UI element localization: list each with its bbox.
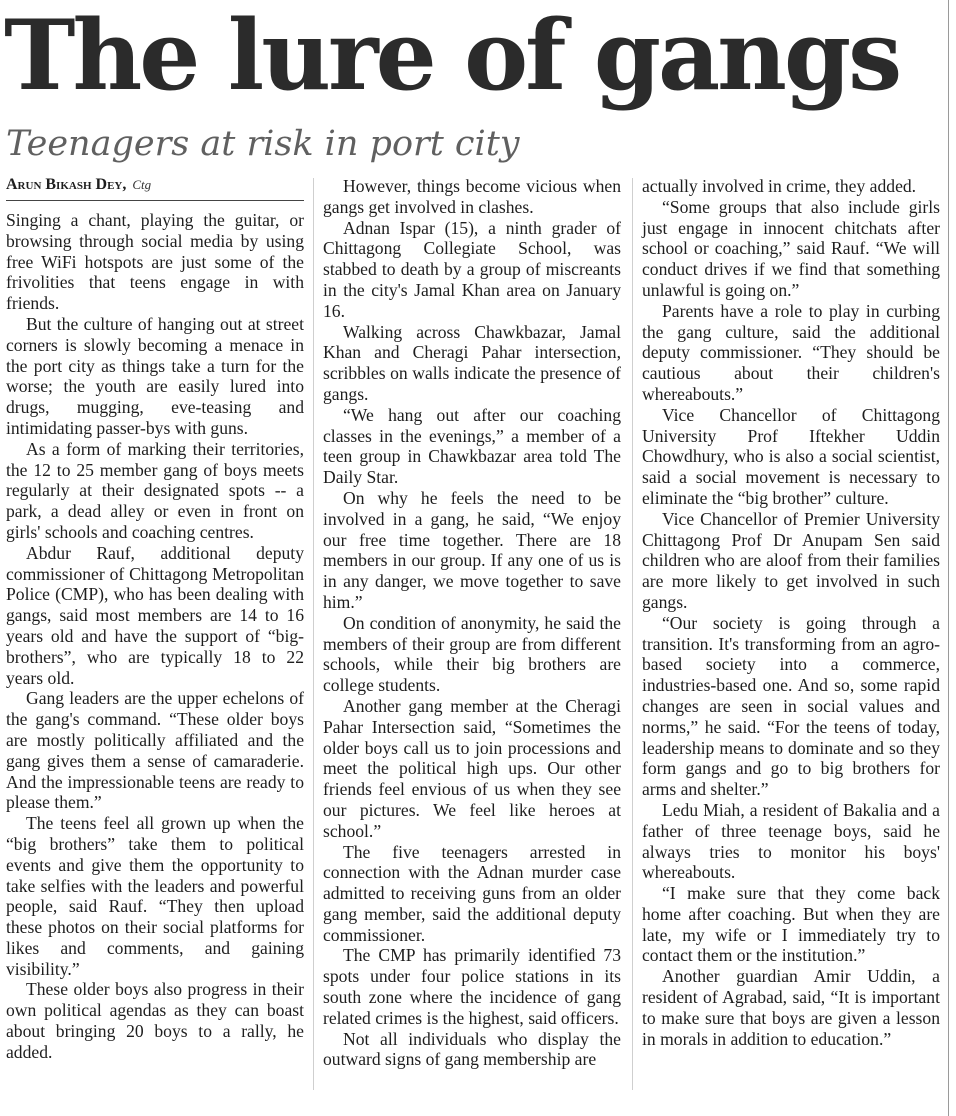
paragraph: Abdur Rauf, additional deputy commissioner of Chittagong Metropolitan Police (CMP), who has been dealing with gangs, said most members are 14 to 16 years old and have the support of “big-brothers”, who are typically 18 to 22 years old. [6,542,304,688]
column-divider [313,178,314,1090]
paragraph: On condition of anonymity, he said the members of their group are from different schools, while their big brothers are college students. [323,612,621,696]
paragraph: The CMP has primarily identified 73 spots under four police stations in its south zone where the incidence of gang related crimes is the highest, said officers. [323,945,621,1028]
paragraph: Parents have a role to play in curbing the gang culture, said the additional deputy commissioner. “They should be cautious about their children's whereabouts.” [642,300,940,404]
paragraph: Adnan Ispar (15), a ninth grader of Chittagong Collegiate School, was stabbed to death by a group of miscreants in the city's Jamal Khan area on January 16. [323,217,621,321]
paragraph: These older boys also progress in their own political agendas as they can boast about bringing 20 boys to a rally, he added. [6,979,304,1062]
headline: The lure of gangs [4,0,900,112]
paragraph: “We hang out after our coaching classes in the evenings,” a member of a teen group in Chawkbazar area told The Daily Star. [323,404,621,488]
column-divider [632,178,633,1090]
byline-location: Ctg [132,177,152,192]
byline-divider [6,200,304,201]
paragraph: Ledu Miah, a resident of Bakalia and a father of three teenage boys, said he always tries to monitor his boys' whereabouts. [642,799,940,883]
paragraph: Another guardian Amir Uddin, a resident of Agrabad, said, “It is important to make sure that boys are given a lesson in morals in addition to education.” [642,966,940,1049]
paragraph: As a form of marking their territories, the 12 to 25 member gang of boys meets regularly at their designated spots -- a park, a dead alley or even in front on girls' schools and coaching centres. [6,438,304,542]
paragraph: But the culture of hanging out at street corners is slowly becoming a menace in the port city as things take a turn for the worse; the youth are easily lured into drugs, mugging, eve-teasing and intimidating passer-bys with guns. [6,313,304,438]
paragraph: Not all individuals who display the outward signs of gang membership are [323,1028,621,1070]
page-edge-divider [948,0,949,1116]
paragraph: Vice Chancellor of Premier University Chittagong Prof Dr Anupam Sen said children who are aloof from their families are more likely to get involved in such gangs. [642,508,940,612]
paragraph: “Some groups that also include girls just engage in innocent chitchats after school or coaching,” said Rauf. “We will conduct drives if we find that something unlawful is going on.” [642,196,940,300]
byline-author: Arun Bikash Dey, [6,176,127,193]
byline [6,175,306,195]
article-column-3 [642,176,940,1049]
paragraph: “Our society is going through a transition. It's transforming from an agro-based society into a commerce, industries-based one. And so, some rapid changes are seen in social values and norms,” he said. “For the teens of today, leadership means to dominate and so they form gangs and go to big brothers for arms and shelter.” [642,612,940,800]
article-column-1 [6,210,304,1063]
paragraph: The teens feel all grown up when the “big brothers” take them to political events and give them the opportunity to take selfies with the leaders and powerful people, said Rauf. “They then upload these photos on their social platforms for likes and comments, and gaining visibility.” [6,813,304,979]
paragraph: Another gang member at the Cheragi Pahar Intersection said, “Sometimes the older boys call us to join processions and meet the political high ups. Our other friends feel envious of us when they see our pictures. We feel like heroes at school.” [323,695,621,841]
subheadline: Teenagers at risk in port city [6,124,520,164]
paragraph: Vice Chancellor of Chittagong University Prof Iftekher Uddin Chowdhury, who is also a social scientist, said a social movement is necessary to eliminate the “big brother” culture. [642,404,940,508]
paragraph: The five teenagers arrested in connection with the Adnan murder case admitted to receiving guns from an older gang member, said the additional deputy commissioner. [323,841,621,945]
paragraph: Walking across Chawkbazar, Jamal Khan and Cheragi Pahar intersection, scribbles on walls indicate the presence of gangs. [323,321,621,404]
paragraph: On why he feels the need to be involved in a gang, he said, “We enjoy our free time together. There are 18 members in our group. If any one of us is in any danger, we move together to save him.” [323,487,621,612]
paragraph: Gang leaders are the upper echelons of the gang's command. “These older boys are mostly politically affiliated and the gang gives them a sense of camaraderie. And the impressionable teens are ready to please them.” [6,688,304,813]
paragraph: actually involved in crime, they added. [642,176,917,196]
article-column-2 [323,176,621,1070]
paragraph: Singing a chant, playing the guitar, or browsing through social media by using free WiFi hotspots are just some of the frivolities that teens engage in with friends. [6,210,304,314]
paragraph: However, things become vicious when gangs get involved in clashes. [323,176,621,217]
paragraph: “I make sure that they come back home after coaching. But when they are late, my wife or I immediately try to contact them or the institution.” [642,883,940,966]
